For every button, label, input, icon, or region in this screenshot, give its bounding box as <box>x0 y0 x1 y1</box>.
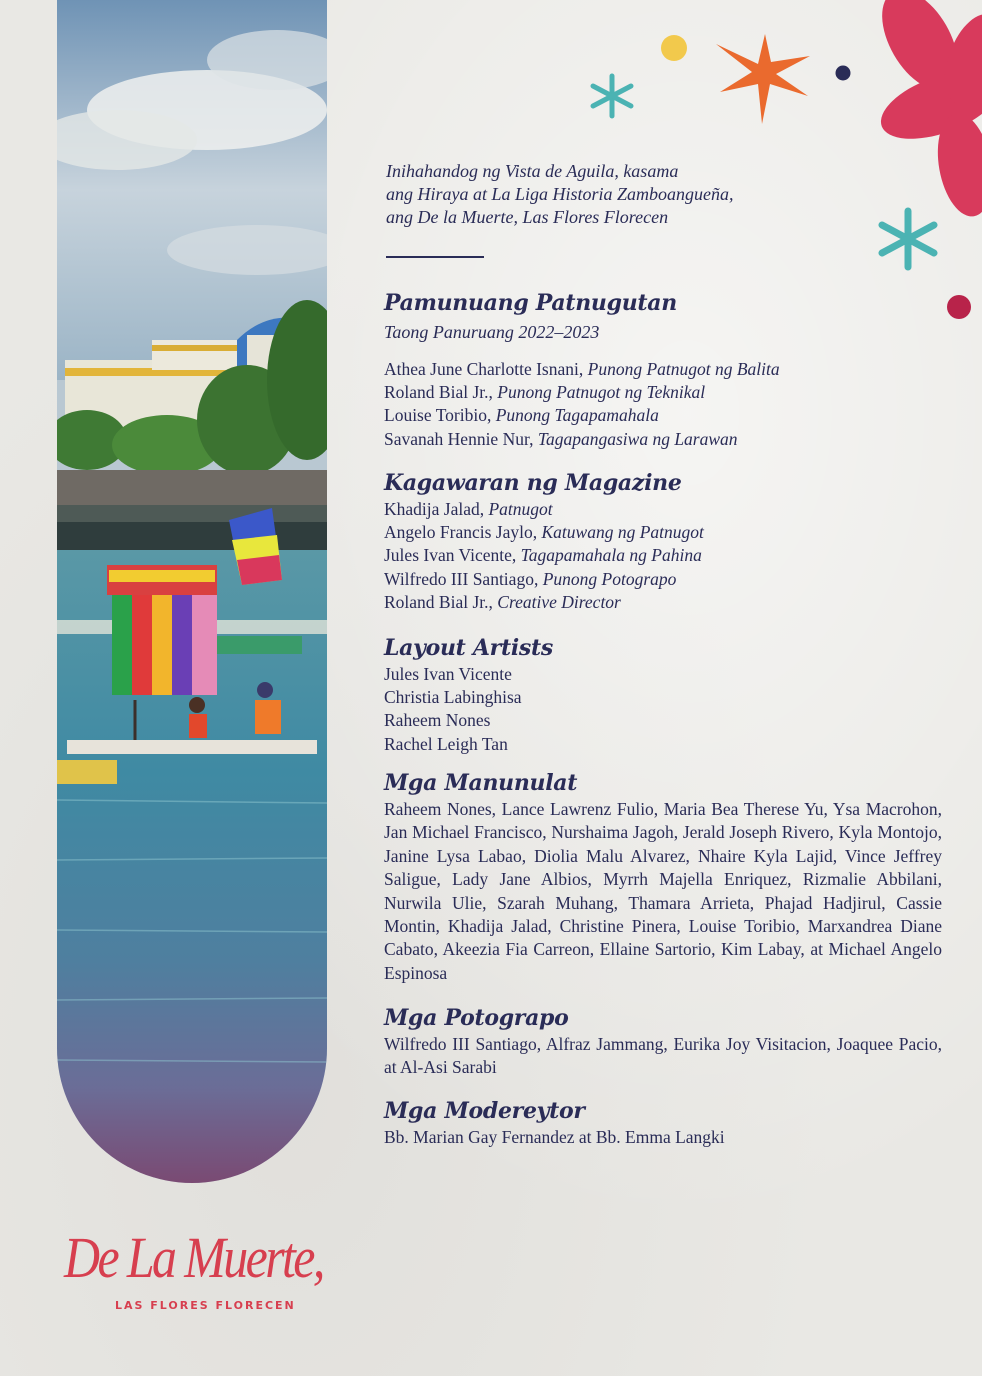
logo-title: De La Muerte, <box>64 1225 323 1290</box>
member-name: Khadija Jalad, <box>384 499 485 519</box>
harbor-photo <box>57 0 327 1183</box>
moderators-list: Bb. Marian Gay Fernandez at Bb. Emma Langki <box>384 1127 725 1147</box>
member-row <box>384 498 942 521</box>
member-name: Rachel Leigh Tan <box>384 733 508 754</box>
member-name: Athea June Charlotte Isnani, <box>384 359 584 379</box>
section-subtitle: Taong Panuruang 2022–2023 <box>384 322 600 342</box>
section-title: Mga Manunulat <box>384 770 578 796</box>
section-title: Pamunuang Patnugutan <box>384 290 677 316</box>
member-role: Punong Tagapamahala <box>495 405 659 426</box>
section-moderators <box>384 1096 942 1149</box>
starburst-icon <box>710 26 820 130</box>
yellow-dot-icon <box>659 33 689 63</box>
section-title: Mga Modereytor <box>384 1098 585 1124</box>
member-role: Patnugot <box>488 499 553 519</box>
member-name: Louise Toribio, <box>384 405 492 426</box>
member-role: Tagapangasiwa ng Larawan <box>537 428 738 449</box>
member-row <box>384 381 942 404</box>
teal-asterisk-icon <box>588 72 636 120</box>
member-name: Angelo Francis Jaylo, <box>384 522 538 543</box>
intro-text <box>386 160 886 229</box>
section-layout-artists <box>384 633 942 756</box>
member-row <box>384 428 942 451</box>
member-row <box>384 568 942 591</box>
member-name: Jules Ivan Vicente <box>384 664 512 684</box>
member-role: Katuwang ng Patnugot <box>541 522 704 543</box>
crimson-dot-icon <box>944 292 974 322</box>
member-name: Christia Labinghisa <box>384 687 522 708</box>
member-row <box>384 591 942 614</box>
member-role: Tagapamahala ng Pahina <box>520 545 702 566</box>
photographers-list: Wilfredo III Santiago, Alfraz Jammang, Eurika Joy Visitacion, Joaquee Pacio, at Al-Asi Sarabi <box>384 1034 942 1078</box>
member-name: Jules Ivan Vicente, <box>384 545 517 566</box>
member-name: Roland Bial Jr., <box>384 382 493 403</box>
member-name: Wilfredo III Santiago, <box>384 568 539 589</box>
member-role: Creative Director <box>497 591 621 612</box>
member-row <box>384 358 942 381</box>
writers-list: Raheem Nones, Lance Lawrenz Fulio, Maria Bea Therese Yu, Ysa Macrohon, Jan Michael Francisco, Nurshaima Jagoh, Jerald Joseph Rivero, Kyla Montojo, Janine Lysa Labao, Diolia Malu Alvarez, Nhaire Kyla Lajid, Vince Jeffrey Saligue, Lady Jane Albios, Myrrh Majella Enriquez, Rizmalie Abbilani, Nurwila Ulie, Szarah Muhang, Thamara Arrieta, Phajad Hadjirul, Cassie Montin, Khadija Jalad, Christine Pinera, Louise Toribio, Marxandrea Diane Cabato, Akeezia Fia Carreon, Ellaine Sartorio, Kim Labay, at Michael Angelo Espinosa <box>384 799 942 983</box>
intro-line: Inihahandog ng Vista de Aguila, kasama <box>386 161 679 181</box>
member-role: Punong Potograpo <box>542 568 677 589</box>
member-name: Roland Bial Jr., <box>384 591 493 612</box>
section-writers <box>384 768 942 985</box>
navy-dot-icon <box>834 64 852 82</box>
member-row <box>384 544 942 567</box>
section-title: Kagawaran ng Magazine <box>384 470 682 496</box>
member-name: Raheem Nones <box>384 710 491 731</box>
section-editorial-board <box>384 288 942 451</box>
section-magazine <box>384 468 942 614</box>
section-title: Mga Potograpo <box>384 1005 569 1031</box>
section-title: Layout Artists <box>384 635 553 661</box>
harbor-photo-illustration <box>57 0 327 1183</box>
member-name: Savanah Hennie Nur, <box>384 428 534 449</box>
intro-divider <box>386 256 484 258</box>
section-photographers <box>384 1003 942 1080</box>
logo-subtitle: LAS FLORES FLORECEN <box>115 1299 296 1312</box>
member-role: Punong Patnugot ng Teknikal <box>497 382 706 403</box>
member-row <box>384 521 942 544</box>
member-row <box>384 404 942 427</box>
intro-line: ang Hiraya at La Liga Historia Zamboangueña, <box>386 184 734 204</box>
intro-line: ang De la Muerte, Las Flores Florecen <box>386 207 669 227</box>
member-role: Punong Patnugot ng Balita <box>587 359 780 379</box>
